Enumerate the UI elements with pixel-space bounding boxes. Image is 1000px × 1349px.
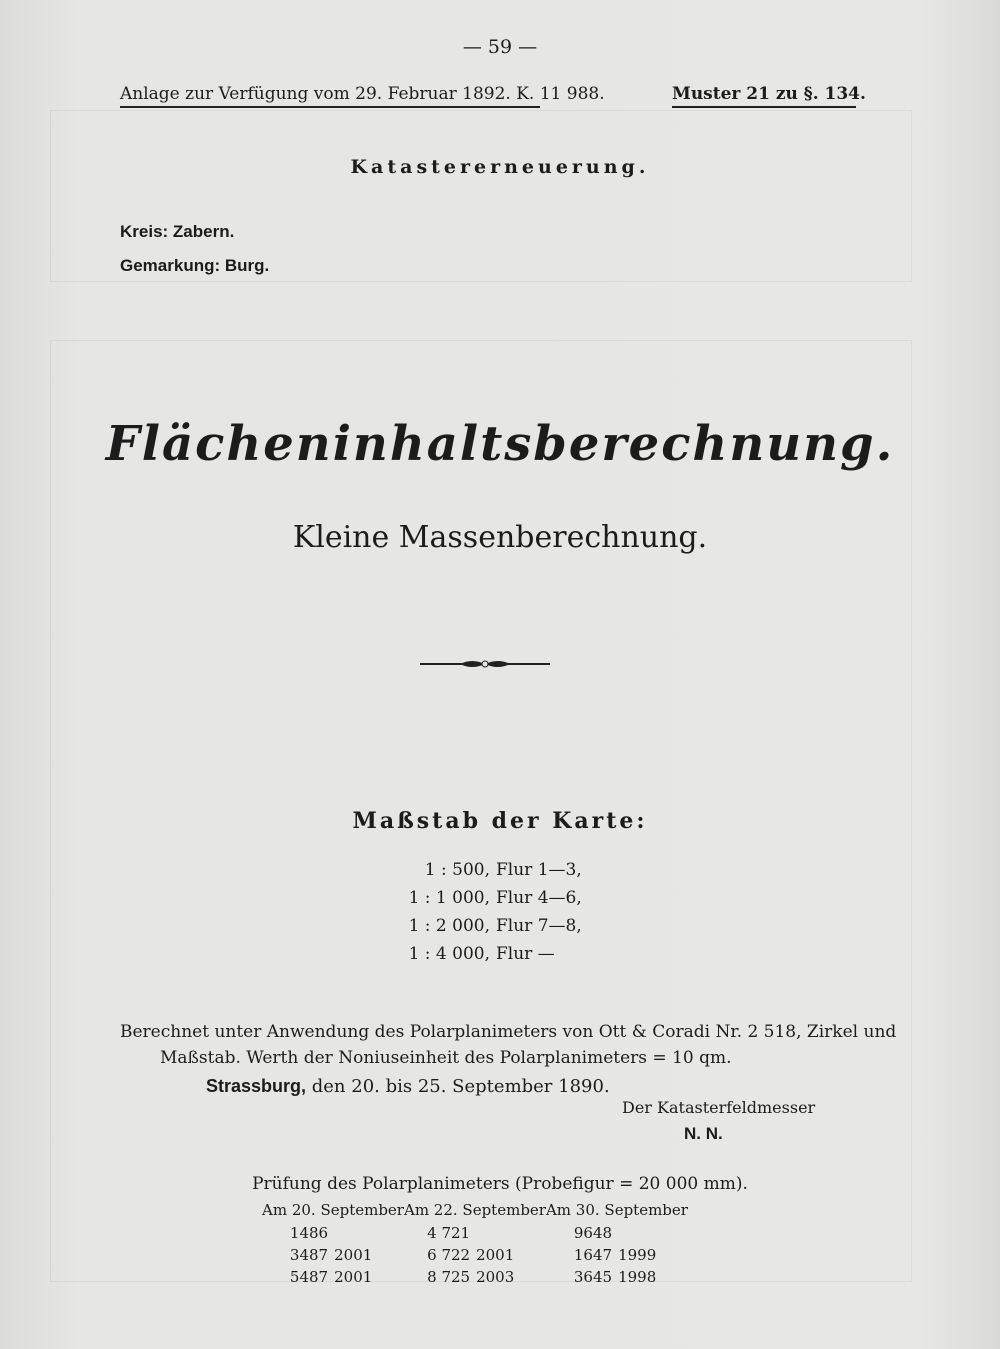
calculation-note-line-1: Berechnet unter Anwendung des Polarplanimeters von Ott & Coradi Nr. 2 518, Zirkel und [120,1022,897,1042]
calculation-note-line-2: Maßstab. Werth der Noniuseinheit des Polarplanimeters = 10 qm. [160,1048,732,1068]
page-number: — 59 — [462,36,538,58]
table-row [262,1222,688,1244]
reading: 1486 [289,1224,329,1242]
scale-row [398,888,618,916]
difference [476,1222,546,1244]
main-title: Flächeninhaltsberechnung. [105,416,895,472]
reading: 9648 [573,1224,613,1242]
scale-flur: Flur 4—6, [496,888,582,908]
table-row [262,1266,688,1288]
scale-ratio: 1 : 2 000, [408,916,490,936]
scale-ratio: 1 : 500, [424,860,490,880]
scale-list [398,860,618,972]
gemarkung-label: Gemarkung: Burg. [120,256,270,275]
scale-row [398,916,618,944]
kreis-label: Kreis: Zabern. [120,222,235,241]
table-header-row [262,1200,688,1222]
difference: 2003 [476,1268,515,1286]
difference: 2001 [476,1246,515,1264]
surveyor-name: N. N. [684,1124,723,1143]
difference: 1999 [618,1246,657,1264]
model-reference: Muster 21 zu §. 134. [672,84,856,108]
scale-flur: Flur — [496,944,555,964]
surveyor-role: Der Katasterfeldmesser [622,1098,816,1117]
planimeter-check-table [262,1200,688,1288]
reading: 6 722 [427,1246,471,1264]
section-title: Katastererneuerung. [350,156,650,178]
difference: 2001 [334,1268,373,1286]
scale-heading: Maßstab der Karte: [352,808,648,834]
ornament-divider [420,654,550,674]
difference [334,1222,404,1244]
reading: 1647 [573,1246,613,1264]
difference [618,1222,688,1244]
reading: 3487 [289,1246,329,1264]
date-range: den 20. bis 25. September 1890. [306,1076,610,1097]
difference: 2001 [334,1246,373,1264]
annex-reference: Anlage zur Verfügung vom 29. Februar 1892. K. 11 988. [120,84,540,108]
difference: 1998 [618,1268,657,1286]
table-row [262,1244,688,1266]
planimeter-check-heading: Prüfung des Polarplanimeters (Probefigur = 20 000 mm). [252,1174,748,1194]
subtitle: Kleine Massenberechnung. [292,520,708,555]
reading: 8 725 [427,1268,471,1286]
scale-flur: Flur 7—8, [496,916,582,936]
scale-row [398,860,618,888]
reading: 3645 [573,1268,613,1286]
reading: 5487 [289,1268,329,1286]
place-date [206,1076,610,1097]
column-header: Am 30. September [545,1201,688,1219]
scale-ratio: 1 : 1 000, [408,888,490,908]
scale-row [398,944,618,972]
scale-flur: Flur 1—3, [496,860,582,880]
reading: 4 721 [427,1224,471,1242]
place-name: Strassburg, [206,1076,307,1096]
column-header: Am 22. September [403,1201,546,1219]
column-header: Am 20. September [262,1201,404,1219]
scale-ratio: 1 : 4 000, [408,944,490,964]
